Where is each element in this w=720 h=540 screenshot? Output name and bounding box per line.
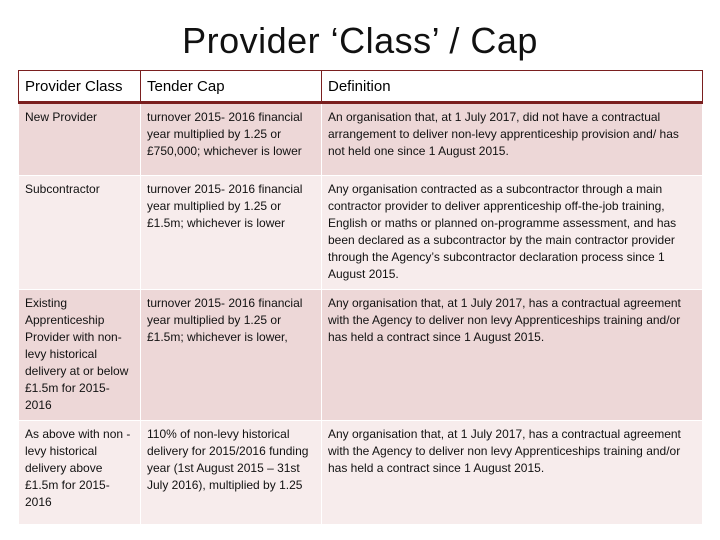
table-row xyxy=(19,421,703,525)
page-title: Provider ‘Class’ / Cap xyxy=(182,20,538,61)
cell-provider-class: Existing Apprenticeship Provider with non-levy historical delivery at or below £1.5m for 2015- 2016 xyxy=(19,290,141,421)
header-definition: Definition xyxy=(322,71,703,103)
cell-tender-cap: turnover 2015- 2016 financial year multiplied by 1.25 or £1.5m; whichever is lower, xyxy=(141,290,322,421)
cell-definition: Any organisation that, at 1 July 2017, has a contractual agreement with the Agency to deliver non levy Apprenticeships training and/or has held a contract since 1 August 2015. xyxy=(322,290,703,421)
cell-definition: Any organisation contracted as a subcontractor through a main contractor provider to deliver apprenticeship off-the-job training, English or maths or planned on-programme assessment, and has been declared as a subcontractor by the main contractor provider through the Agency’s subcontractor declaration process since 1 August 2015. xyxy=(322,176,703,290)
header-provider-class: Provider Class xyxy=(19,71,141,103)
cell-tender-cap: turnover 2015- 2016 financial year multiplied by 1.25 or £750,000; whichever is lower xyxy=(141,103,322,176)
header-tender-cap: Tender Cap xyxy=(141,71,322,103)
table-header-row xyxy=(19,71,703,103)
table-row xyxy=(19,290,703,421)
cell-provider-class: Subcontractor xyxy=(19,176,141,290)
cell-tender-cap: 110% of non-levy historical delivery for 2015/2016 funding year (1st August 2015 – 31st July 2016), multiplied by 1.25 xyxy=(141,421,322,525)
cell-definition: Any organisation that, at 1 July 2017, has a contractual agreement with the Agency to deliver non levy Apprenticeships training and/or has held a contract since 1 August 2015. xyxy=(322,421,703,525)
table-row xyxy=(19,176,703,290)
cell-provider-class: As above with non -levy historical delivery above £1.5m for 2015- 2016 xyxy=(19,421,141,525)
cell-definition: An organisation that, at 1 July 2017, did not have a contractual arrangement to deliver non-levy apprenticeship provision and/ has not held one since 1 August 2015. xyxy=(322,103,703,176)
cell-tender-cap: turnover 2015- 2016 financial year multiplied by 1.25 or £1.5m; whichever is lower xyxy=(141,176,322,290)
cell-provider-class: New Provider xyxy=(19,103,141,176)
provider-class-table xyxy=(18,70,703,525)
table-row xyxy=(19,103,703,176)
